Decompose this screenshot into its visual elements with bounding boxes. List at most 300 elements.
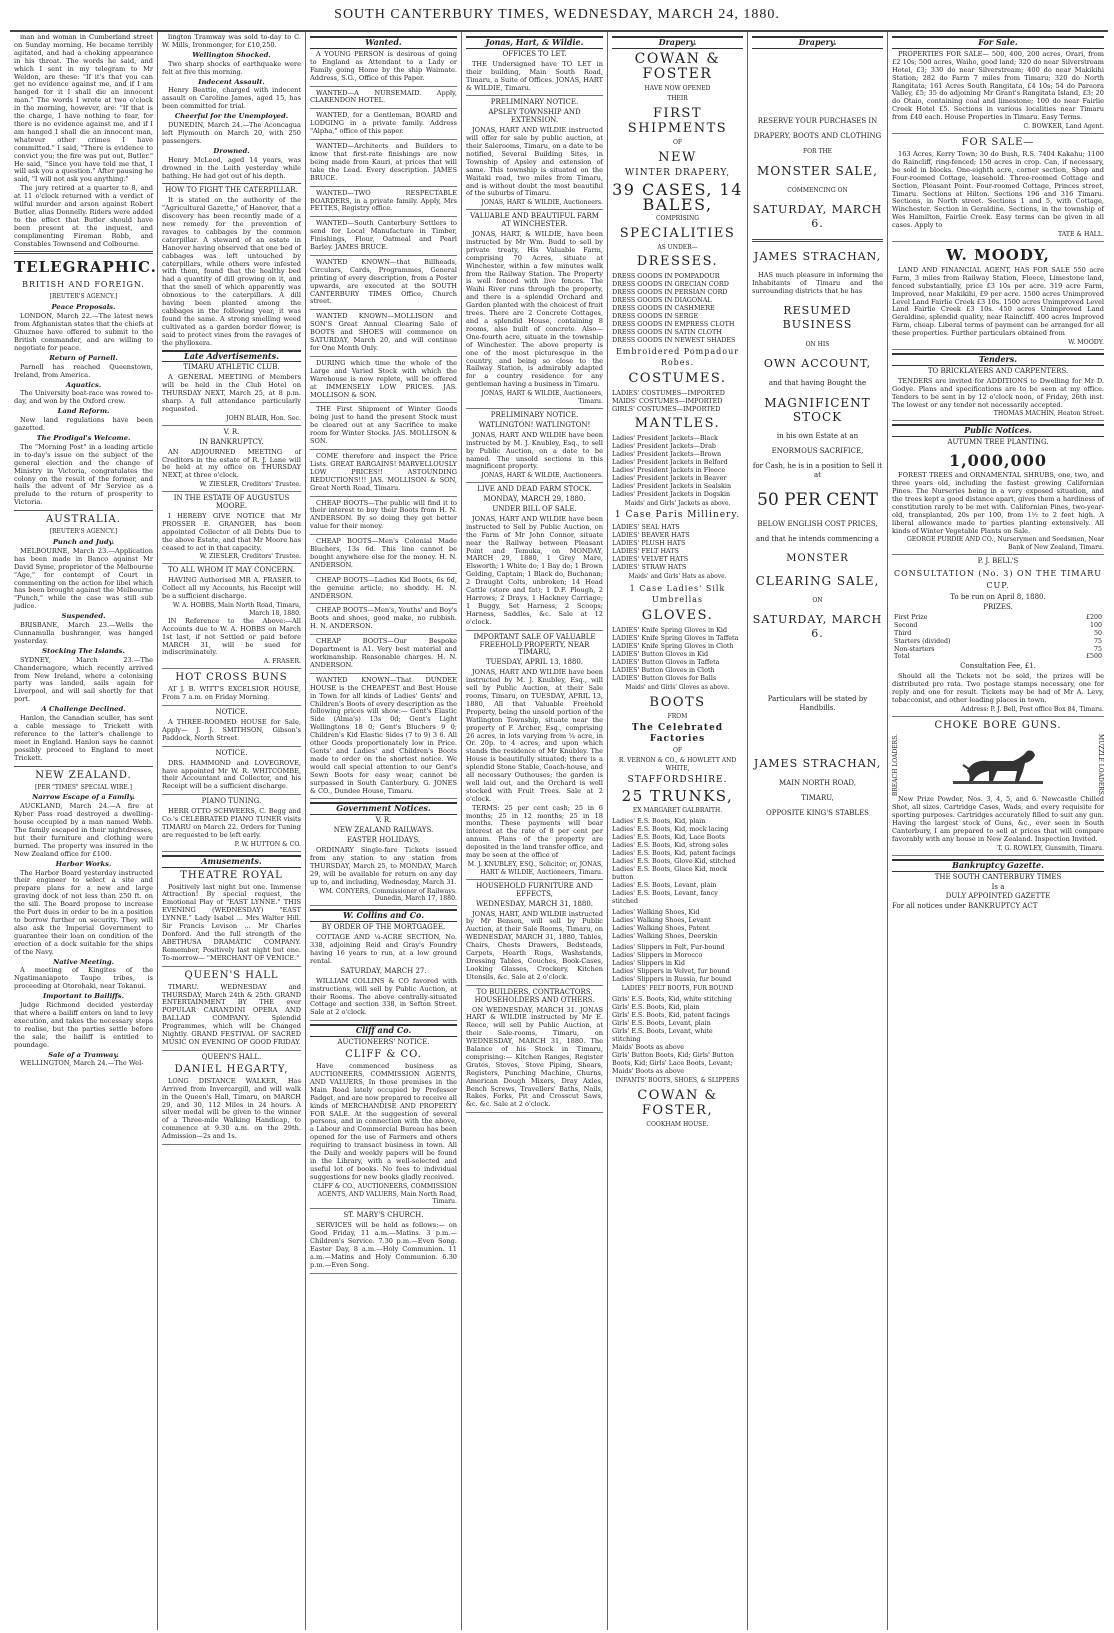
list-item: Girls' E.S. Boots, Kid, white stitching xyxy=(612,994,732,1003)
ad-line: ENORMOUS SACRIFICE, xyxy=(771,446,864,455)
table-row xyxy=(892,614,1104,622)
ad-text: DURING which time the whole of the Large and Varied Stock with which the Warehouse is now replete, will be offered at IMMENSELY LOW PRICES. JAS. MOLLISON & SON. xyxy=(310,358,457,399)
ad-subtitle: NEW ZEALAND RAILWAYS. xyxy=(333,826,434,835)
ad-text: WANTED KNOWN—MOLLISON and SON'S Great Annual Clearing Sale of BOOTS and SHOES will commence on SATURDAY, March 20, and will continue for One Month Only. xyxy=(310,312,457,352)
ad-line: WINTER DRAPERY, xyxy=(624,167,731,178)
agency-note: [REUTER'S AGENCY.] xyxy=(49,293,118,301)
ad-text: HERR OTTO SCHWEERS, C. Begg and Co.'s CELEBRATED PIANO TUNER visits TIMARU on March 22. Orders for Tuning are requested to be left early. xyxy=(162,807,301,839)
advertisement xyxy=(162,1054,301,1145)
column-4 xyxy=(462,32,608,1630)
prize-name: Starters (divided) xyxy=(894,637,951,645)
article-text: Two sharp shocks of earthquake were felt at five this morning. xyxy=(162,59,301,76)
headline: Stocking The Islands. xyxy=(42,646,125,655)
advertisement xyxy=(310,406,457,450)
ad-text: FOREST TREES and ORNAMENTAL SHRUBS, one, two, and three years old, including the fastest growing Californian Pines. The Nurseries being in a very exposed situation, and the trees kept a good distance apart, gives them a hardiness of constitution rarely to be met with. Californian Pines, two-year-old, transplanted, 20s per 100, from 1½ to 2 feet high. A liberal allowance made to parties planting extensively. All kinds of Winter Vegetable Plants on Sale. xyxy=(892,471,1104,535)
article-text: lington Tramway was sold to-day to C. W. Mills, Ironmonger, for £10,250. xyxy=(162,33,301,49)
section-header: Government Notices. xyxy=(310,802,457,815)
list-item: DRESS GOODS IN PERSIAN CORD xyxy=(612,288,728,297)
firm-name: JAMES STRACHAN, xyxy=(753,249,882,263)
advertisement xyxy=(162,970,301,1051)
ad-title: V. R. xyxy=(375,816,392,825)
ad-line: 1 Case Ladies' Silk Umbrellas xyxy=(629,584,726,605)
ad-signature: W. ZIESLER, Creditors' Trustee. xyxy=(199,553,301,561)
headline: A Challenge Declined. xyxy=(41,705,126,714)
ad-title: IN THE ESTATE OF AUGUSTUS MOORE. xyxy=(173,494,290,511)
ad-text: SERVICES will be held as follows:— on Good Friday, 11 a.m.—Matins. 3 p.m.—Children's Service. 7.30 p.m.—Even Song. Easter Day, 8 a.m.—Holy Communion. 11 a.m.—Matins and Holy Communion. 6.30 p.m.—Even Song. xyxy=(310,1221,457,1269)
ad-side-label: MUZZLE LOADERS. xyxy=(1097,733,1104,797)
list-item: Ladies' E.S. Boots, Glace Kid, mock button xyxy=(612,864,727,881)
ad-line: MANTLES. xyxy=(634,416,721,432)
ad-line: MONSTER SALE, xyxy=(757,163,878,178)
list-item: LADIES' Button Gloves in Taffeta xyxy=(612,658,720,667)
ad-signature: TATE & HALL. xyxy=(1057,231,1104,239)
list-item: DRESS GOODS IN SATIN CLOTH xyxy=(612,328,722,337)
ad-line: The Celebrated Factories xyxy=(631,723,724,745)
ad-title: AUTUMN TREE PLANTING. xyxy=(947,438,1049,447)
advertisement xyxy=(892,439,1104,555)
ad-date: SATURDAY, MARCH 27. xyxy=(340,966,427,975)
agency-note: [REUTER'S AGENCY.] xyxy=(49,528,118,536)
ad-line: Maids' and Girls' Jackets as above. xyxy=(624,500,731,508)
ad-text: JONAS, HART AND WILDIE instructed will offer for sale by public auction, at their Salerooms, Timaru, on a date to be notified, Several Building Sites, in Township of Apsley and extension of same. This township is situated on the Waitaki road, two miles from Timaru, and is without doubt the most beautiful of the suburbs of Timaru. xyxy=(466,126,603,198)
column-3 xyxy=(306,32,462,1630)
list-item: Ladies' E.S. Boots, Kid, Lace Boots xyxy=(612,832,725,841)
ad-line: AS UNDER— xyxy=(657,243,698,251)
ad-line: Maids' and Girls' Gloves as above. xyxy=(625,684,730,692)
ad-signature: M. J. KNUBLEY, ESQ., Solicitor; or, JONAS, HART & WILDIE, Auctioneers, Timaru. xyxy=(467,861,603,876)
list-item: Ladies' Slippers in Morocco xyxy=(612,950,703,959)
article-text: New land regulations have been gazetted. xyxy=(14,416,153,433)
advertisement xyxy=(162,364,301,425)
advertisement xyxy=(466,412,603,483)
prize-name: Second xyxy=(894,621,918,629)
divider xyxy=(14,766,153,767)
advertisement xyxy=(162,672,301,706)
ad-line: 1 Case Paris Millinery. xyxy=(614,510,741,521)
ad-text: CHEAP BOOTS—Men's Colonial Made Bluchers, 13s 6d. This line cannot be bought anywhere else for the money. H. N. ANDERSON. xyxy=(310,537,457,569)
ad-signature: JOHN BLAIR, Hon. Sec. xyxy=(226,414,301,422)
divider xyxy=(14,510,153,511)
list-item: Ladies' E.S. Boots, Kid, plain xyxy=(612,816,706,825)
column-1 xyxy=(10,32,158,1630)
ad-line: Is a xyxy=(991,882,1005,891)
list-item: Ladies' President Jackets in Dogskin xyxy=(612,490,731,499)
ad-title: QUEEN'S HALL xyxy=(184,969,279,981)
list-item: Ladies' Slippers in Felt, Fur-bound xyxy=(612,942,725,951)
list-item: Ladies' Walking Shoes, Patent xyxy=(612,923,710,932)
ad-line: R. VERNON & CO., & HOWLETT AND WHITE, xyxy=(618,756,737,772)
ad-title: LIVE AND DEAD FARM STOCK. xyxy=(477,485,592,494)
ad-title: BY ORDER OF THE MORTGAGEE. xyxy=(321,923,446,932)
ad-text: THE First Shipment of Winter Goods being just to hand the present Stock must be cleared out at any Sacrifice to make room for Winter Stocks. JAS. MOLLISON & SON. xyxy=(310,405,457,446)
list-item: Ladies' Slippers in Kid xyxy=(612,958,685,967)
section-header: Tenders. xyxy=(892,353,1104,366)
firm-name: COWAN & FOSTER, xyxy=(637,1087,718,1118)
ad-line: DRESSES. xyxy=(636,254,719,270)
ad-text: THE Undersigned have TO LET in their building, Main South Road, Timaru, a Suite of Offices. JONAS, HART & WILDIE, Timaru. xyxy=(466,59,603,92)
advertisement xyxy=(310,638,457,674)
ad-text: WILLIAM COLLINS & CO favored with instructions, will sell by Public Auction, at their Rooms. The above centrally-situated Cottage and section 338, in Sefton Street. Sale at 2 o'clock. xyxy=(310,976,457,1017)
advertisement xyxy=(466,883,603,986)
advertisement xyxy=(466,51,603,97)
advertisement xyxy=(162,495,301,564)
ad-title: PRELIMINARY NOTICE. xyxy=(490,410,579,419)
ad-text: ORDINARY Single-fare Tickets issued from any station to any station from THURSDAY, March 25, to MONDAY, March 29, will be available for return on any day up to, and including, Wednesday, March 31. xyxy=(310,846,457,886)
table-row xyxy=(892,646,1104,654)
article-text: MELBOURNE, March 23.—Application has been made in Banco against Mr David Syme, proprietor of the Melbourne "Age," for contempt of Court in commenting on the action for libel which has been brought against the Melbourne "Punch," while the case was still sub judice. xyxy=(14,546,153,611)
prize-table xyxy=(892,614,1104,661)
ad-signature: THOMAS MACHIN, Heaton Street. xyxy=(993,410,1104,418)
table-row xyxy=(892,653,1104,661)
ad-text: HAVING Authorised MR A. FRASER to Collect all my Accounts, his Receipt will be a sufficient discharge. xyxy=(162,576,301,601)
prize-name: Non-starters xyxy=(894,645,935,653)
ad-line: 50 PER CENT xyxy=(757,489,878,510)
ad-title: HOT CROSS BUNS xyxy=(175,672,288,684)
prize-name: Total xyxy=(894,653,910,661)
ad-title: V. R. xyxy=(223,427,240,436)
walking-list xyxy=(612,908,743,940)
prize-amount: £200 xyxy=(1085,613,1102,621)
headline: Peace Proposals. xyxy=(51,303,116,312)
ad-line: OPPOSITE KING'S STABLES xyxy=(766,808,869,817)
ad-text: CHEAP BOOTS—The public will find it to their interest to buy their Boots from H. N. ANDERSON. By so doing they get better value for their money. xyxy=(310,498,457,531)
prize-amount: £500 xyxy=(1085,653,1102,661)
advertisement xyxy=(892,137,1104,242)
hat-list xyxy=(612,523,743,571)
ad-signature: W. MOODY. xyxy=(1068,339,1104,347)
list-item: Ladies' President Jackets—Brown xyxy=(612,450,722,459)
article-text: Henry Beattie, charged with indecent assault on Caroline James, aged 15, has been committed for trial. xyxy=(162,86,301,111)
advertisement xyxy=(310,924,457,1021)
list-item: Ladies' E.S. Boots, Levant, fancy stitched xyxy=(612,888,718,905)
list-item: LADIES' Button Gloves in Kid xyxy=(612,650,709,659)
list-item: DRESS GOODS IN CASHMERE xyxy=(612,304,715,313)
ad-text: WANTED—TWO RESPECTABLE BOARDERS, in a private family. Apply, Mrs FETTES, Registry office. xyxy=(310,188,457,213)
list-item: LADIES' COSTUMES—IMPORTED xyxy=(612,389,725,398)
article-text: The University boat-race was rowed to-day, and won by the Oxford crew. xyxy=(14,389,153,406)
advertisement xyxy=(162,429,301,492)
section-title: NEW ZEALAND. xyxy=(35,769,132,781)
advertisement xyxy=(310,577,457,605)
headline: Return of Parnell. xyxy=(49,353,118,362)
ad-title: THEATRE ROYAL xyxy=(180,869,283,881)
ad-line: Maids' and Girls' Hats as above. xyxy=(628,573,727,581)
divider xyxy=(162,183,301,184)
ad-text: CHEAP BOOTS—Men's, Youths' and Boy's Boots and shoes, good make, no rubbish. H. N. ANDERSON. xyxy=(310,606,457,631)
prize-amount: 75 xyxy=(1093,645,1102,653)
ad-subtitle: IN BANKRUPTCY. xyxy=(199,437,264,446)
article-title: HOW TO FIGHT THE CATERPILLAR. xyxy=(165,186,298,195)
prize-name: First Prize xyxy=(894,613,928,621)
table-row xyxy=(892,622,1104,630)
list-item: LADIES' Button Gloves in Cloth xyxy=(612,666,715,675)
ad-text: LONG DISTANCE WALKER, Has Arrived from Invercargill, and will walk in the Queen's Hall, Timaru, on MARCH 29, and 30, 112 Miles in 24 hours. A silver medal will be given to the winner of a Three-mile Walking Handicap, to commence at 9.30 a.m. on the 29th. Admission—2s and 1s. xyxy=(162,1076,301,1141)
headline: Land Reform. xyxy=(57,407,110,416)
divider xyxy=(752,239,883,242)
ad-signature: CLIFF & CO., AUCTIONEERS, COMMISSION AGENTS, AND VALUERS, Main North Road, Timaru. xyxy=(313,1182,457,1206)
article-text: It is stated on the authority of the "Agricultural Gazette," of Hanover, that a discovery has been recently made of a new remedy for the prevention of ravages to cabbages by the common caterpillar. A steward of an estate in Hanover having observed that one bed of cabbages was left untouched by caterpillars, while others were infested with them, found that the healthy bed had a quantity of dill growing on it, and that the smell of which apparently was obnoxious to the caterpillars. A dill having been planted among the cabbages in the following year, it was found the same. A strong smelling weed cultivated as a garden border flower, is said to protect vines from the ravages of the phylloxera. xyxy=(162,196,301,347)
headline: Aquatics. xyxy=(65,380,102,389)
article-text: The jury retired at a quarter to 8, and at 11 o'clock returned with a verdict of wilful murder and arson against Robert Butler, alias Donnelly. Riders were added to the effect that Butler should have been present at the inquest, and complimenting Fireman Robb, and Constables Townsend and Colbourne. xyxy=(14,184,153,248)
list-item: Ladies' Walking Shoes, Deerskin xyxy=(612,931,718,940)
list-item: LADIES' VELVET HATS xyxy=(612,555,689,564)
advertisement xyxy=(162,798,301,851)
list-item: Ladies' President Jackets in Belford xyxy=(612,458,728,467)
ad-line: FIRST SHIPMENTS xyxy=(627,105,728,136)
advertisement xyxy=(310,90,457,110)
section-header: Late Advertisements. xyxy=(162,350,301,363)
ad-signature: JONAS, HART & WILDIE, Auctioneers, Timaru. xyxy=(481,390,603,406)
ad-title: AUCTIONEERS' NOTICE. xyxy=(337,1038,430,1047)
list-item: Girls' E.S. Boots, Kid, plain xyxy=(612,1002,700,1011)
article-text: The "Morning Post" in a leading article in to-day's issue on the subject of the general election and the change of Ministry in Victoria, congratulates the colony on the result of the former, and hails the advent of Mr Service as a prelude to the return of prosperity to Victoria. xyxy=(14,442,153,507)
advertisement xyxy=(162,709,301,747)
section-header: Jonas, Hart, & Wildie. xyxy=(466,36,603,49)
prize-amount: 50 xyxy=(1093,629,1102,637)
advertisement xyxy=(310,453,457,497)
advertisement xyxy=(310,500,457,536)
section-title: TELEGRAPHIC. xyxy=(14,258,157,277)
headline: Harbor Works. xyxy=(55,859,112,868)
ad-text: A THREE-ROOMED HOUSE for Sale, Apply— J. J. SMITHSON, Gibson's Paddock, North Street. xyxy=(162,717,301,742)
list-item: DRESS GOODS IN DIAGONAL xyxy=(612,296,712,305)
ad-line: Girls' Button Boots, Kid; Girls' Button Boots, Kid; Girls' Lace Boots, Levant; Maids' Boots as above xyxy=(612,1050,734,1075)
ad-title: TO ALL WHOM IT MAY CONCERN. xyxy=(168,566,295,575)
list-item: Ladies' President Jackets in Fleece xyxy=(612,466,726,475)
advertisement xyxy=(310,313,457,357)
glove-list xyxy=(612,626,743,682)
ad-text: AN ADJOURNED MEETING of Creditors in the estate of R. J. Lane will be held at my office on THURSDAY NEXT, at three o'clock. xyxy=(162,447,301,480)
ad-text: JONAS, HART, AND WILDIE instructed by Mr Benson, will sell by Public Auction, at their Sale Rooms, Timaru, on WEDNESDAY, MARCH 31, 1880, Tables, Chairs, Chests Drawers, Bedsteads, Carpets, Hearth Rugs, Washstands, Dressing Tables, Couches, Book-Cases, Looking Glasses, Crockery, Kitchen Utensils, &c. Sale at 2 o'clock. xyxy=(466,909,603,981)
ad-subtitle: WATLINGTON! WATLINGTON! xyxy=(478,420,591,429)
ad-signature: W. A. HOBBS, Main North Road, Timaru, March 18, 1880. xyxy=(172,602,301,617)
article-text: AUCKLAND, March 24.—A fire at Kyber Pass road destroyed a dwelling-house occupied by a man named Webb. The family escaped in their nightdresses, but their furniture and clothing were burned. The property was insured in the New Zealand office for £100. xyxy=(14,802,153,858)
table-row xyxy=(892,630,1104,638)
ad-text: JONAS, HART AND WILDIE have been instructed by M. J. Knubley, Esq., will sell by Public Auction, at their Sale rooms, Timaru, on TUESDAY, APRIL 13, 1880, All that Valuable Freehold Property, being the unsold portion of the Watlington Township, situate near the property of F. Archer, Esq., comprising 26 acres, in lots varying from ¼ acre, in Or. 20p. to 4 acres, and upon which stands the residence of Mr Knubley. The House is beautifully situated; there is a splendid Stone Stable, Coach-house, and all necessary Outhouses; the garden is well laid out, and the Orchard is well stocked with Fruit Trees. Sale at 2 o'clock. xyxy=(466,668,603,803)
list-item: DRESS GOODS IN EMPRESS CLOTH xyxy=(612,320,735,329)
ad-title: NOTICE. xyxy=(215,708,248,717)
ad-line: SPECIALITIES xyxy=(619,225,736,241)
article-text: Hanlon, the Canadian sculler, has sent a cable message to Trickett with reference to the latter's challenge to meet in England. Hanlon says he cannot possibly proceed to England to meet Trickett. xyxy=(14,714,153,762)
list-item: LADIES' STRAW HATS xyxy=(612,563,687,572)
ad-text: JONAS, HART AND WILDIE have been instructed by M. J. Knubley, Esq., to sell by Public Auction, on a date to be named. The unsold sections in this magnificent property. xyxy=(466,430,603,471)
list-item: Ladies' Walking Shoes, Levant xyxy=(612,915,711,924)
ad-line: HAVE NOW OPENED xyxy=(644,84,711,92)
ad-title: NOTICE. xyxy=(215,748,248,757)
list-item: Ladies' E.S. Boots, Kid, strong soles xyxy=(612,840,729,849)
ad-line: and that he intends commencing a xyxy=(756,534,879,543)
list-item: Ladies' President Jackets—Black xyxy=(612,434,718,443)
advertisement xyxy=(466,634,603,880)
advertisement xyxy=(466,99,603,210)
list-item: Ladies' Walking Shoes, Kid xyxy=(612,907,700,916)
ad-text: CHEAP BOOTS—Our Bespoke Department is A1. Very best material and workmanship. Reasonable charges. H. N. ANDERSON. xyxy=(310,637,457,669)
ad-subtitle: PRIZES. xyxy=(983,603,1013,612)
ad-text: A GENERAL MEETING of Members will be held in the Club Hotel on THURSDAY NEXT, March 25, at 8 p.m. sharp. A full attendance particularly requested. xyxy=(162,373,301,413)
advertisement xyxy=(466,989,603,1114)
advertisement xyxy=(310,51,457,87)
ad-line: 39 CASES, 14 BALES, xyxy=(612,179,743,214)
headline: Wellington Shocked. xyxy=(192,50,271,59)
article-text: WELLINGTON, March 24.—The Wel- xyxy=(20,1059,144,1068)
list-item: Ladies' Slippers in Velvet, fur bound xyxy=(612,966,730,975)
ad-line: OF xyxy=(672,747,683,755)
ad-signature: C. BOWKER, Land Agent. xyxy=(1023,123,1104,131)
advertisement xyxy=(162,870,301,967)
ad-line: for Cash, he is in a position to Sell it at xyxy=(752,461,883,479)
column-6-drapery xyxy=(748,32,888,1630)
list-item: Ladies' President Jackets—Drab xyxy=(612,442,717,451)
ad-text: IN Reference to the Above:—All Accounts due to W. A. HOBBS on March 1st last, if not Settled or paid before MARCH 31, will be sued for indiscriminately. xyxy=(162,616,301,657)
ad-line: COOKHAM HOUSE. xyxy=(646,1120,709,1128)
section-header: W. Collins and Co. xyxy=(310,909,457,922)
advertisement xyxy=(310,1212,457,1273)
ad-title: HOUSEHOLD FURNITURE AND EFFECTS, xyxy=(476,881,593,898)
masthead: SOUTH CANTERBURY TIMES, WEDNESDAY, MARCH 24, 1880. xyxy=(334,7,780,22)
ad-text: COTTAGE AND ¼-ACRE SECTION, No. 338, adjoining Reid and Gray's Foundry having 16 years to run, at a low ground rental. xyxy=(310,933,457,965)
ad-signature: Address: P. J. Bell, Post office Box 84, Timaru. xyxy=(961,705,1104,713)
ad-line: DRAPERY, BOOTS AND CLOTHING xyxy=(753,131,882,140)
ad-signature: GEORGE PURDIE AND CO., Nurserymen and Seedsmen, Near Bank of New Zealand, Timaru. xyxy=(906,536,1104,552)
list-item: LADIES' SEAL HATS xyxy=(612,523,680,532)
headline: Punch and Judy. xyxy=(52,538,115,547)
ad-text: PROPERTIES FOR SALE— 500, 400, 200 acres, Orari, from £2 10s; 500 acres, Waiho, good land; 320 do near Silverstream Hotel, £3; 330 do near Silverstream; 400 do near Makikihi Station; 282 do Farm 7 miles from Timaru; 320 do North Rangitata; 161 Acres South Rangitata, £4 10s; 54 do Pareora Valley, £5; 35 do adjoining Mr Grant's Rangitata Island, £3; 20 do Otaio, containing coal and limestone; 100 do near Fairlie Creek Hotel £5. Sections in various localities near Timaru from £40 each. House Properties in Timaru. Easy Terms. xyxy=(892,49,1104,122)
ad-text: WANTED—Architects and Builders to know that first-rate finishings are now being made from Kauri, at prices that will take the Lead. Every description. JAMES BRUCE. xyxy=(310,142,457,182)
list-item: Girls' E.S. Boots, Levant, white stitching xyxy=(612,1026,713,1043)
ad-signature: A. FRASER. xyxy=(263,658,301,666)
ad-line: GLOVES. xyxy=(641,608,714,624)
ad-text: HAS much pleasure in informing the Inhabitants of Timaru and the surrounding districts that he has xyxy=(752,270,883,295)
headline: Indecent Assault. xyxy=(198,77,265,86)
ad-signature: WM. CONYERS, Commissioner of Railways. Dunedin, March 17, 1880. xyxy=(319,887,457,903)
ad-text: LAND AND FINANCIAL AGENT, HAS FOR SALE 550 acre Farm, 3 miles from Railway Station, Fleece, Limestone land, fenced substantially, price £3 10s per acre. 319 acre Farm, Improved, near Makikihi, £9 per acre. 1500 acres Unimproved Level Land Fairlie Creek £3 10s. 1500 acres Unimproved Level Land Fairlie Creek £3 10s. 450 acres Unimproved Land Geraldine, splendid quality, near Raincliff. 400 acres Improved Farm, cheap. Liberal terms of payment can be arranged for all these properties. Further particulars obtained from xyxy=(892,265,1104,338)
advertisement xyxy=(310,143,457,187)
headline: Cheerful for the Unemployed. xyxy=(174,112,289,121)
prize-name: Third xyxy=(894,629,912,637)
ad-text: Positively last night but one. Immense Attraction! By special request, the Emotional Play of "EAST LYNNE." THIS EVENING (WEDNESDAY) "EAST LYNNE." Lady Isabel ... Mrs Walter Hill. Sir Francis Levison ... Mr Charles Donford. And the full strength of the ABETHUSA DRAMATIC COMPANY. Remember, Positively last night but one. To-morrow— "MERCHANT OF VENICE." xyxy=(162,882,301,962)
advertisement xyxy=(310,220,457,256)
agency-note: [PER "TIMES" SPECIAL WIRE.] xyxy=(34,783,132,791)
ad-line: and that having Bought the xyxy=(768,378,867,387)
ad-text: WANTED—A NURSEMAID. Apply, CLARENDON HOTEL. xyxy=(310,88,457,105)
section-header: Amusements. xyxy=(162,855,301,868)
ad-text: WANTED KNOWN—that Billheads, Circulars, Cards, Programmes, General printing of every description, from a Poster upwards, are executed at the SOUTH CANTERBURY TIMES Office, Church street. xyxy=(310,257,457,306)
ad-line: Particulars will be stated by Handbills. xyxy=(767,694,868,712)
ad-line: LADIES' FELT BOOTS, FUR BOUND xyxy=(621,984,734,992)
list-item: DRESS GOODS IN NEWEST SHADES xyxy=(612,336,736,345)
ad-line: STAFFORDSHIRE. xyxy=(627,774,728,785)
ad-text: TIMARU. WEDNESDAY and THURSDAY, March 24th & 25th. GRAND ENTERTAINMENT BY THE ever POPULAR CARANDINI OPERA AND BALLAD COMPANY. Splendid Programmes, which will be Changed Nightly. GRAND FESTIVAL OF SACRED MUSIC ON EVENING OF GOOD FRIDAY. xyxy=(162,982,301,1046)
section-header: Public Notices. xyxy=(892,424,1104,437)
list-item: GIRLS' COSTUMES—IMPORTED xyxy=(612,405,721,414)
article-text: A meeting of Kingites of the Ngatimaniapoto Taupo tribes, is proceeding at Otorohaki, near Tokanui. xyxy=(14,966,153,991)
firm-name: JAMES STRACHAN, xyxy=(753,756,882,770)
list-item: MAIDS' COSTUMES—IMPORTED xyxy=(612,397,723,406)
costume-list xyxy=(612,389,743,413)
ad-date: MONDAY, MARCH 29, 1880. xyxy=(483,495,586,504)
section-header: Drapery. xyxy=(612,36,743,49)
ad-text: TENDERS are invited for ADDITIONS to Dwelling for Mr D. Godye. Plans and specifications are to be seen at my office. Tenders to be sent in by 12 o'clock noon, of Friday, 26th inst. The lowest or any tender not necessarily accepted. xyxy=(892,376,1104,409)
ad-text: WANTED—South Canterbury Settlers to send for Local Manufacture in Timber, Finishings, Flour, Oatmeal and Pearl Barley. JAMES BRUCE. xyxy=(310,219,457,252)
ad-text: WANTED KNOWN—That DUNDEE HOUSE is the CHEAPEST and Best House in Town for all kinds of Ladies' Gents' and Children's Boots of every description as the following prices will show:— Gent's Elastic Side (Alma's) 13s 0d; Gent's Light Wellingtons 18 0; Gent's Bluchers 9 0; Children's Kid Elastic Sides (7 to 9) 3 6. All other Goods proportionately low in Price. Gents' and Ladies' and Children's Boots made to order on the shortest notice. We would call special attention to our Gent's Sewn Boots for easy wear, cannot be surpassed in South Canterbury. G. JONES & CO., Dundee House, Timaru. xyxy=(310,675,457,795)
ad-subtitle: DANIEL HEGARTY, xyxy=(174,1063,289,1075)
headline: Suspended. xyxy=(61,612,106,621)
list-item: LADIES' Knife Spring Gloves in Cloth xyxy=(612,642,734,651)
section-header: Drapery. xyxy=(752,36,883,49)
ad-title: W. MOODY, xyxy=(946,245,1050,264)
ad-text: New Prize Powder, Nos. 3, 4, 5, and 6. Newcastle Chilled Shot, all sizes. Cartridge Cases, Wads, and every requisite for sporting purposes. Cartridges accurately filled to suit any gun. Having the largest stock of Guns, &c., ever seen in South Canterbury, I am prepared to sell at prices that will compare favorably with any house in New Zealand. Inspection Invited. xyxy=(892,795,1104,843)
ad-line: ON xyxy=(812,596,823,604)
ad-title: FOR SALE— xyxy=(961,136,1035,148)
section-subtitle: BRITISH AND FOREIGN. xyxy=(22,280,145,290)
advertisement xyxy=(892,368,1104,421)
advertisement xyxy=(310,677,457,800)
article-text: The Harbor Board yesterday instructed their engineer to select a site and prepare plans for a new and large graving dock of not less than 250 ft. on the sill. The Board propose to increase the Port dues in order to be in a position to borrow further on security. They will also ask the Imperial Government to guarantee their loan on condition of the erection of a dock suitable for the ships of the Navy. xyxy=(14,868,153,956)
ad-signature: W. ZIESLER, Creditors' Trustee. xyxy=(199,481,301,489)
ad-signature: JONAS, HART & WILDIE, Auctioneers. xyxy=(481,472,603,480)
ad-title: IMPORTANT SALE OF VALUABLE FREEHOLD PROPERTY, NEAR TIMARU, xyxy=(473,632,596,657)
advertisement xyxy=(162,750,301,796)
list-item: LADIES' Knife Spring Gloves in Kid xyxy=(612,626,728,635)
ad-line: FOR THE xyxy=(802,147,833,155)
ad-text: CHEAP BOOTS—Ladies Kid Boots, 6s 6d, the genuine article, no shoddy. H. N. ANDERSON. xyxy=(310,575,457,600)
headline: Important to Bailiffs. xyxy=(43,992,124,1001)
article-text: Parnell has reached Queenstown, Ireland, from America. xyxy=(14,362,153,379)
article-text: BRISBANE, March 23.—Wells the Cunnamulla bushranger, was hanged yesterday. xyxy=(14,621,153,645)
ad-title: QUEEN'S HALL. xyxy=(201,1052,262,1061)
column-5-drapery xyxy=(608,32,748,1630)
ad-text: 163 Acres, Kerry Town; 30 do Bush, R.S. 7404 Kakahu; 1100 do Raincliff, ring-fenced; 150 acres in crop. Can, if necessary, be sold in blocks. One-eighth acre, corner section, Shop and Four-roomed Cottage, leasehold. Three-roomed Cottage and Section, Pleasant Point. Four-roomed Cottage, Princes street, Timaru. Sections at Hilton. Sections 196 and 316 Timaru. Sections, in North street. Sections 1 and 5, with Cottage, Winchester. Section in Geraldine. Sections, in the township of Wes Hamilton, Fairlie Creek. Easy terms can be given in all cases. Apply to xyxy=(892,149,1104,230)
ad-text: I HEREBY GIVE NOTICE that Mr PROSSER E. GRANGER, has been appointed Collector of all Debts Due to the above Estate, and that Mr Moore has ceased to act in that capacity. xyxy=(162,511,301,552)
ad-date: To be run on April 8, 1880. xyxy=(950,593,1046,602)
boot-list xyxy=(612,817,743,905)
ad-title: TO BUILDERS, CONTRACTORS, HOUSEHOLDERS AND OTHERS. xyxy=(474,987,595,1004)
list-item: Ladies' E.S. Boots, Glove Kid, stitched xyxy=(612,856,736,865)
newspaper-page xyxy=(10,30,1108,1630)
list-item: Ladies' E.S. Boots, Kid, patent facings xyxy=(612,848,736,857)
ad-line: For all notices under BANKRUPTCY ACT xyxy=(892,902,1038,911)
ad-title: PRELIMINARY NOTICE. xyxy=(490,98,579,107)
column-7 xyxy=(888,32,1108,1630)
advertisement xyxy=(310,360,457,404)
ad-line: BOOTS xyxy=(649,695,706,711)
mantle-list xyxy=(612,434,743,498)
ad-signature: P. W. HUTTON & CO. xyxy=(234,840,301,848)
headline: Sale of a Tramway. xyxy=(48,1050,119,1059)
list-item: Ladies' E.S. Boots, Kid, mock lacing xyxy=(612,824,729,833)
article-text: LONDON, March 22.—The latest news from Afghanistan states that the chiefs at Ghuznee have offered to submit to the British commander, and are willing to negotiate for peace. xyxy=(14,312,153,352)
ad-title: TIMARU ATHLETIC CLUB. xyxy=(183,363,280,372)
ad-title: CHOKE BORE GUNS. xyxy=(934,719,1062,731)
ad-line: Embroidered Pompadour Robes. xyxy=(615,347,740,368)
ad-text: Should all the Tickets not be sold, the prizes will be distributed pro rata. Two postage stamps necessary, one for reply and one for result. Tickets may be had of Mr A. Levy, tobacconist, and other leading places in town. xyxy=(892,672,1104,704)
list-item: DRESS GOODS IN POMPADOUR xyxy=(612,272,720,281)
headline: The Prodigal's Welcome. xyxy=(36,433,131,442)
ad-title-large: 1,000,000 xyxy=(948,451,1048,471)
section-header: For Sale. xyxy=(892,36,1104,49)
ad-line: MONSTER xyxy=(786,552,849,564)
ad-line: MAIN NORTH ROAD, xyxy=(779,778,856,787)
list-item: Ladies' E.S. Boots, Levant, plain xyxy=(612,880,717,889)
ad-title: OFFICES TO LET. xyxy=(502,49,567,58)
advertisement xyxy=(310,607,457,635)
advertisement xyxy=(466,486,603,630)
list-item: LADIES' BEAVER HATS xyxy=(612,531,690,540)
advertisement xyxy=(892,720,1104,856)
list-item: Ladies' President Jackets in Sealskin xyxy=(612,482,732,491)
ad-subtitle: UNDER BILL OF SALE. xyxy=(492,505,577,514)
advertisement xyxy=(466,213,603,409)
